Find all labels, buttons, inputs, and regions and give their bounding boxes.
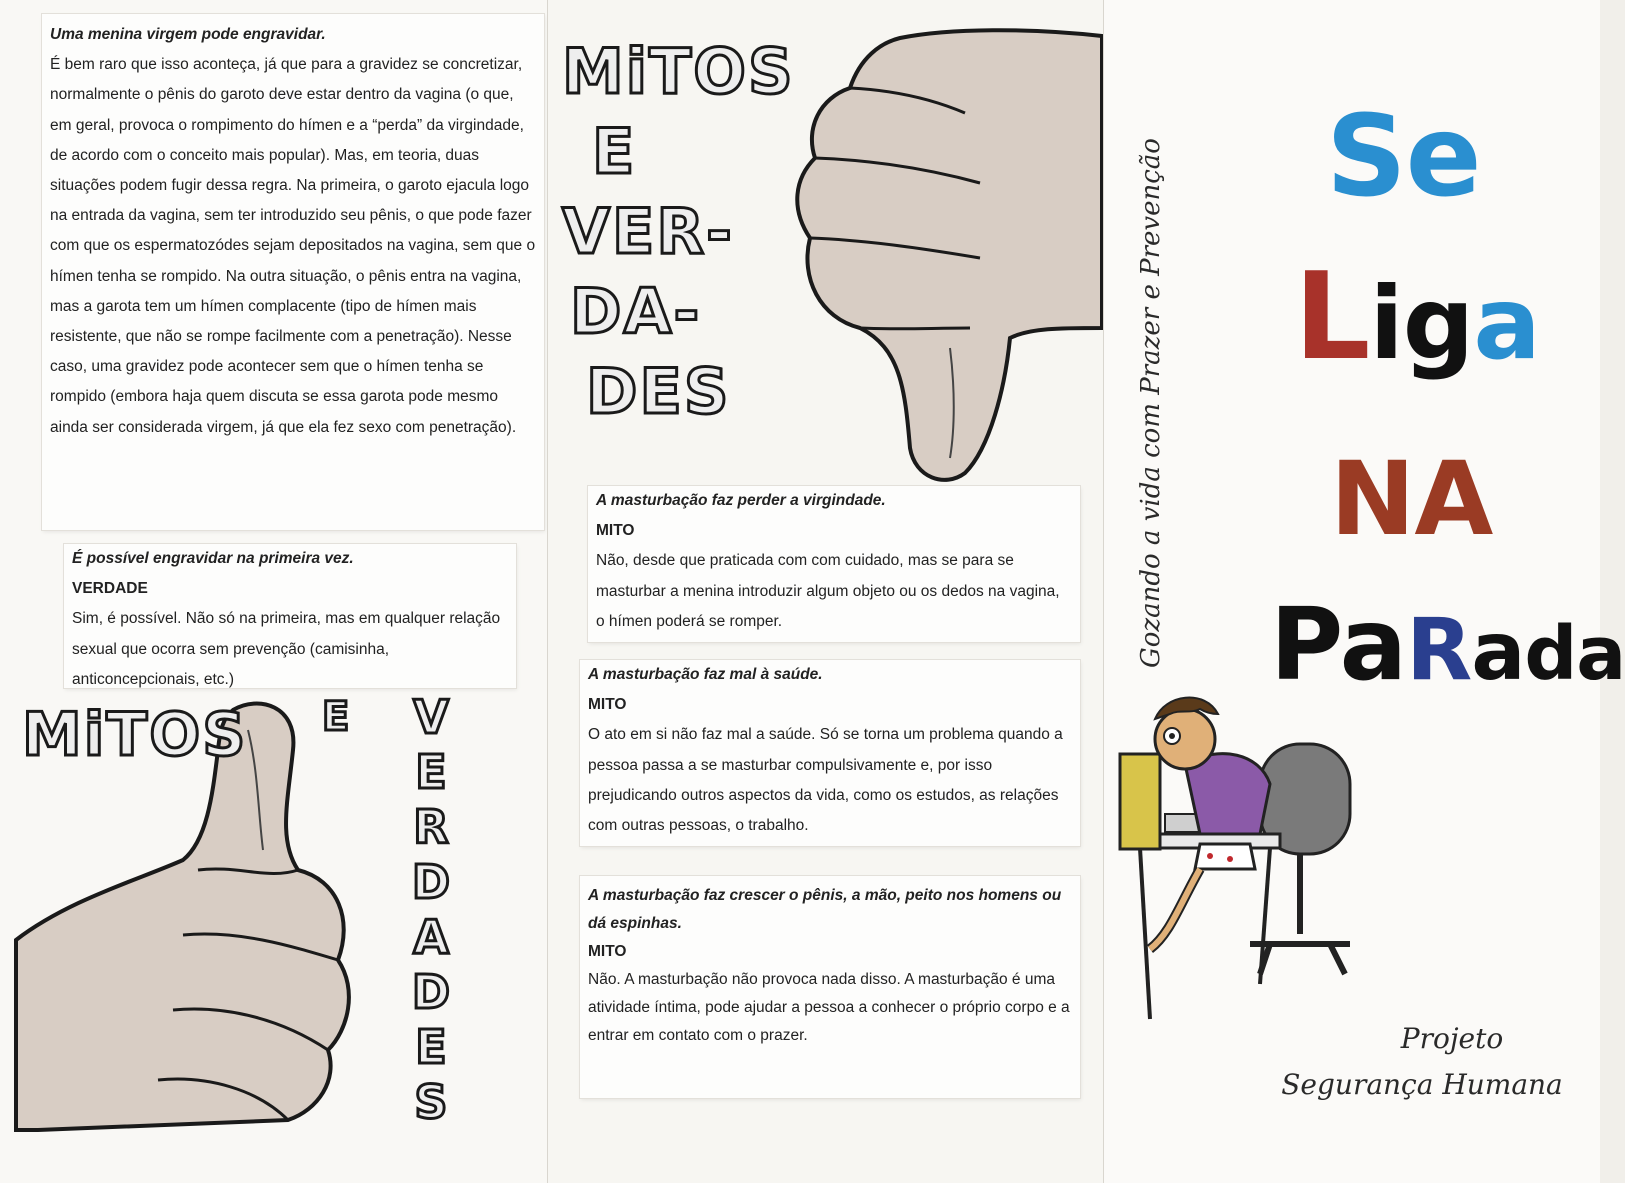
myth-answer-badge: MITO <box>588 696 627 714</box>
title-line: MiTOS <box>562 35 795 108</box>
title-line: DA- <box>570 275 702 348</box>
brand-letters-pa: Pa <box>1270 586 1407 703</box>
myth-card-virgin-pregnancy <box>42 14 544 530</box>
title-letter: D <box>411 965 453 1019</box>
myth-body: É bem raro que isso aconteça, já que para a gravidez se concretizar, normalmente o pênis do garoto deve estar dentro da vagina (o que, em geral, provoca o rompimento do hímen e a “perda” da virgindade, de acordo com o conceito mais popular). Mas, em teoria, duas situações podem fugir dessa regra. Na primeira, o garoto ejacula logo na entrada da vagina, sem ter introduzido seu pênis, o que pode fazer com que os espermatozódes sejam depositados na vagina, sem que o hímen tenha se rompido. Na outra situação, o pênis entra na vagina, mas a garota tem um hímen complacente (tipo de hímen mais resistente, que não se rompe facilmente com a penetração). Nesse caso, uma gravidez pode acontecer sem que o hímen tenha se rompido (embora haja quem discuta se essa garota pode mesmo ainda ser considerada virgem, já que ela fez sexo com penetração). <box>50 56 536 436</box>
title-line: E <box>592 115 637 188</box>
project-label: Projeto <box>1400 1022 1504 1055</box>
title-letter: A <box>413 910 451 964</box>
myth-card-health <box>580 660 1080 846</box>
brand-letters-da: da <box>1524 611 1625 697</box>
myth-card-first-time <box>64 544 516 688</box>
title-letter: V <box>413 690 451 744</box>
title-letter: E <box>415 1020 449 1074</box>
myth-question: A masturbação faz mal à saúde. <box>588 666 823 683</box>
myth-question: A masturbação faz perder a virgindade. <box>596 492 886 509</box>
myth-question: A masturbação faz crescer o pênis, a mão, peito nos homens ou dá espinhas. <box>588 887 1062 932</box>
right-panel <box>1104 0 1625 1183</box>
brand-letter-l: L <box>1294 248 1370 387</box>
myth-body: Não, desde que praticada com com cuidado, mas se para se masturbar a menina introduzir algum objeto ou os dedos na vagina, o hímen poderá se romper. <box>596 552 1060 630</box>
brand-se <box>1326 92 1481 222</box>
myth-card-growth <box>580 876 1080 1098</box>
title-letter: S <box>414 1075 450 1129</box>
brand-liga <box>1294 248 1540 387</box>
brand-word-se: Se <box>1326 92 1481 222</box>
brand-letter-r: R <box>1406 600 1472 700</box>
title-line: DES <box>586 355 731 428</box>
myth-question: Uma menina virgem pode engravidar. <box>50 26 326 43</box>
vertical-subtitle: Gozando a vida com Prazer e Prevenção <box>1136 138 1166 668</box>
title-letter: D <box>411 855 453 909</box>
myth-question: É possível engravidar na primeira vez. <box>72 550 354 567</box>
myth-answer-badge: MITO <box>588 943 627 960</box>
title-letter: R <box>413 800 451 854</box>
brand-letters-ig: ig <box>1369 265 1474 382</box>
brand-word-na: NA <box>1330 440 1493 559</box>
mitos-verdades-title <box>562 32 852 432</box>
left-panel <box>0 0 548 1183</box>
boy-at-computer-illustration <box>1110 684 1376 1030</box>
myth-body: Sim, é possível. Não só na primeira, mas em qualquer relação sexual que ocorra sem prevenção (camisinha, anticoncepcionais, etc.) <box>72 610 501 688</box>
project-name: Segurança Humana <box>1281 1068 1563 1101</box>
middle-panel <box>548 0 1104 1183</box>
brand-na <box>1330 440 1492 559</box>
myth-answer-badge: VERDADE <box>72 580 148 598</box>
title-line: VER- <box>562 195 734 268</box>
brand-letter-a2: a <box>1471 605 1525 698</box>
e-title: E <box>322 694 352 740</box>
verdades-vertical-title <box>404 690 460 1130</box>
myth-answer-badge: MITO <box>596 522 635 540</box>
myth-body: Não. A masturbação não provoca nada disso. A masturbação é uma atividade íntima, pode ajudar a pessoa a conhecer o próprio corpo e a entrar em contato com o prazer. <box>588 971 1070 1044</box>
brand-letter-a: a <box>1473 265 1540 382</box>
title-letter: E <box>415 745 449 799</box>
myth-body: O ato em si não faz mal a saúde. Só se torna um problema quando a pessoa passa a se masturbar compulsivamente e, por isso prejudicando outros aspectos da vida, como os estudos, as relações com outras pessoas, o trabalho. <box>588 726 1063 835</box>
myth-card-virginity <box>588 486 1080 642</box>
project-credit <box>1262 1016 1582 1108</box>
mitos-title: MiTOS <box>22 700 248 770</box>
